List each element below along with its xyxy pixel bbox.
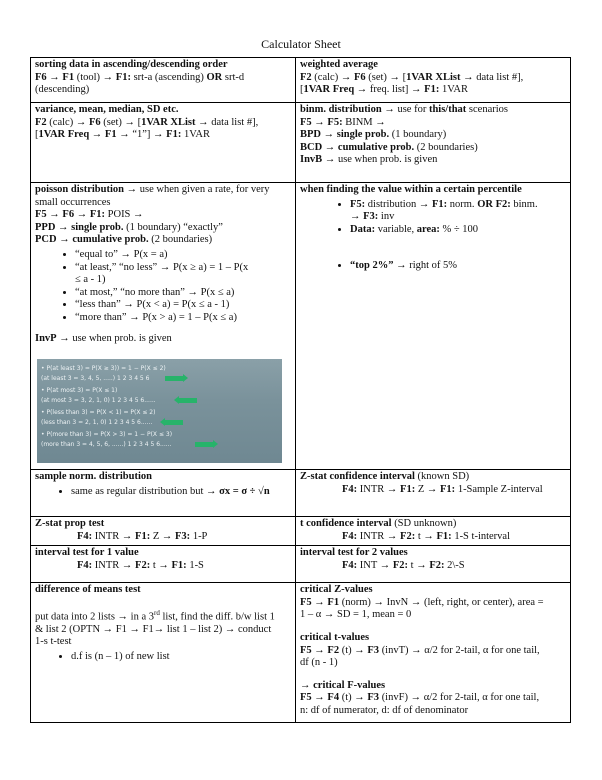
right-arrow-icon bbox=[195, 442, 213, 447]
difference-of-means-list bbox=[35, 651, 291, 664]
t-confidence-heading: t confidence interval (SD unknown) bbox=[300, 518, 457, 529]
interval-2-cell bbox=[296, 546, 571, 583]
sample-norm-cell bbox=[31, 470, 296, 517]
variance-cell bbox=[31, 103, 296, 183]
list-item: • “equal to” → P(x = a) bbox=[75, 249, 251, 262]
z-prop-test-heading: Z-stat prop test bbox=[35, 518, 105, 529]
binomial-line-4: InvB → use when prob. is given bbox=[300, 154, 438, 166]
notes-photo bbox=[37, 359, 282, 463]
list-item: • “less than” → P(x < a) = P(x ≤ a - 1) bbox=[75, 299, 251, 312]
poisson-line-2: PPD → single prob. (1 boundary) “exactly” bbox=[35, 221, 223, 233]
percentile-cell bbox=[296, 183, 571, 470]
sorting-line-2: (descending) bbox=[35, 84, 90, 96]
binomial-line-2: BPD → single prob. (1 boundary) bbox=[300, 129, 447, 141]
page-title: Calculator Sheet bbox=[261, 37, 341, 51]
photo-line: • P(at least 3) = P(X ≥ 3)) = 1 − P(X ≤ 2) bbox=[41, 365, 166, 373]
interval-2-line-1: F4: INT → F2: t → F2: 2\-S bbox=[342, 559, 465, 571]
weighted-average-line-2: [1VAR Freq → freq. list] → F1: 1VAR bbox=[300, 84, 469, 96]
table-row bbox=[31, 103, 571, 183]
poisson-line-3: PCD → cumulative prob. (2 boundaries) bbox=[35, 234, 213, 246]
photo-line: • P(more than 3) = P(X > 3) = 1 − P(X ≤ 3) bbox=[41, 431, 173, 439]
sample-norm-list bbox=[35, 486, 291, 499]
critical-f-heading: → critical F-values bbox=[300, 679, 386, 691]
binomial-heading: binm. distribution → use for this/that scenarios bbox=[300, 104, 508, 115]
critical-f-line-2: n: df of numerator, d: df of denominator bbox=[300, 704, 469, 716]
weighted-average-line-1: F2 (calc) → F6 (set) → [1VAR XList → data list #], bbox=[300, 71, 524, 83]
difference-of-means-cell bbox=[31, 583, 296, 723]
t-confidence-cell bbox=[296, 517, 571, 546]
critical-t-line-2: df (n - 1) bbox=[300, 657, 338, 669]
list-item: • same as regular distribution but → σx = σ ÷ √n bbox=[71, 486, 291, 499]
poisson-keyword-list bbox=[35, 249, 291, 325]
critical-z-line-2: 1 – α → SD = 1, mean = 0 bbox=[300, 609, 412, 621]
photo-line: • P(at most 3) = P(X ≤ 1) bbox=[41, 387, 118, 395]
sample-norm-heading: sample norm. distribution bbox=[35, 471, 152, 482]
variance-line-2: [1VAR Freq → F1 → “1”] → F1: 1VAR bbox=[35, 129, 211, 141]
critical-z-heading: critical Z-values bbox=[300, 584, 373, 596]
list-item: • “at most,” “no more than” → P(x ≤ a) bbox=[75, 287, 251, 300]
poisson-heading: poisson distribution → use when given a rate, for very bbox=[35, 184, 270, 195]
weighted-average-heading: weighted average bbox=[300, 59, 378, 70]
z-prop-test-line-1: F4: INTR → F1: Z → F3: 1-P bbox=[77, 530, 208, 542]
critical-f-line-1: F5 → F4 (t) → F3 (invF) → α/2 for 2-tail, α for one tail, bbox=[300, 692, 540, 704]
list-item: • “more than” → P(x > a) = 1 – P(x ≤ a) bbox=[75, 312, 251, 325]
photo-line: (at least 3 = 3, 4, 5, .....) 1 2 3 4 5 6 bbox=[41, 375, 150, 383]
photo-line: • P(less than 3) = P(X < 1) = P(X ≤ 2) bbox=[41, 409, 156, 417]
interval-1-line-1: F4: INTR → F2: t → F1: 1-S bbox=[77, 559, 204, 571]
percentile-list bbox=[300, 199, 566, 273]
difference-of-means-line-2: & list 2 (OPTN → F1 → F1→ list 1 – list 2) → conduct bbox=[35, 623, 272, 635]
left-arrow-icon bbox=[165, 420, 183, 425]
percentile-heading: when finding the value within a certain percentile bbox=[300, 184, 522, 195]
right-arrow-icon bbox=[165, 376, 183, 381]
table-row bbox=[31, 58, 571, 103]
t-confidence-line-1: F4: INTR → F2: t → F1: 1-S t-interval bbox=[342, 530, 511, 542]
table-row bbox=[31, 517, 571, 546]
poisson-cell bbox=[31, 183, 296, 470]
sorting-heading: sorting data in ascending/descending order bbox=[35, 59, 228, 70]
variance-heading: variance, mean, median, SD etc. bbox=[35, 104, 179, 115]
z-confidence-heading: Z-stat confidence interval (known SD) bbox=[300, 471, 470, 482]
binomial-line-1: F5 → F5: BINM → bbox=[300, 116, 386, 128]
critical-z-line-1: F5 → F1 (norm) → InvN → (left, right, or center), area = bbox=[300, 596, 544, 608]
z-prop-test-cell bbox=[31, 517, 296, 546]
table-row bbox=[31, 583, 571, 723]
list-item: • d.f is (n – 1) of new list bbox=[71, 651, 291, 664]
poisson-line-1: F5 → F6 → F1: POIS → bbox=[35, 209, 144, 221]
difference-of-means-line-3: 1-s t-test bbox=[35, 636, 72, 648]
left-arrow-icon bbox=[179, 398, 197, 403]
critical-t-heading: critical t-values bbox=[300, 631, 370, 643]
poisson-heading-2: small occurrences bbox=[35, 196, 111, 208]
weighted-average-cell bbox=[296, 58, 571, 103]
interval-2-heading: interval test for 2 values bbox=[300, 547, 408, 559]
poisson-line-4: InvP → use when prob. is given bbox=[35, 332, 172, 344]
variance-line-1: F2 (calc) → F6 (set) → [1VAR XList → data list #], bbox=[35, 116, 259, 128]
critical-values-cell bbox=[296, 583, 571, 723]
table-row bbox=[31, 546, 571, 583]
interval-1-heading: interval test for 1 value bbox=[35, 547, 139, 559]
binomial-line-3: BCD → cumulative prob. (2 boundaries) bbox=[300, 141, 478, 153]
difference-of-means-heading: difference of means test bbox=[35, 584, 141, 596]
list-item: • F5: distribution → F1: norm. OR F2: binm. → F3: inv bbox=[350, 199, 566, 224]
list-item: • Data: variable, area: % ÷ 100 bbox=[350, 224, 566, 237]
list-item: • “at least,” “no less” → P(x ≥ a) = 1 – P(x ≤ a - 1) bbox=[75, 262, 251, 287]
list-item: • “top 2%” → right of 5% bbox=[350, 260, 566, 273]
interval-1-cell bbox=[31, 546, 296, 583]
photo-line: (at most 3 = 3, 2, 1, 0) 1 2 3 4 5 6...... bbox=[41, 397, 156, 405]
table-row bbox=[31, 183, 571, 470]
table-row bbox=[31, 470, 571, 517]
z-confidence-cell bbox=[296, 470, 571, 517]
z-confidence-line-1: F4: INTR → F1: Z → F1: 1-Sample Z-interval bbox=[342, 483, 543, 495]
sorting-cell bbox=[31, 58, 296, 103]
difference-of-means-line-1: put data into 2 lists → in a 3rd list, find the diff. b/w list 1 bbox=[35, 608, 275, 623]
photo-line: (less than 3 = 2, 1, 0) 1 2 3 4 5 6...... bbox=[41, 419, 153, 427]
photo-line: (more than 3 = 4, 5, 6, ......) 1 2 3 4 5 6...... bbox=[41, 441, 172, 449]
critical-t-line-1: F5 → F2 (t) → F3 (invT) → α/2 for 2-tail, α for one tail, bbox=[300, 644, 540, 656]
calculator-sheet-table bbox=[30, 57, 571, 723]
sorting-line-1: F6 → F1 (tool) → F1: srt-a (ascending) OR srt-d bbox=[35, 71, 245, 83]
binomial-cell bbox=[296, 103, 571, 183]
